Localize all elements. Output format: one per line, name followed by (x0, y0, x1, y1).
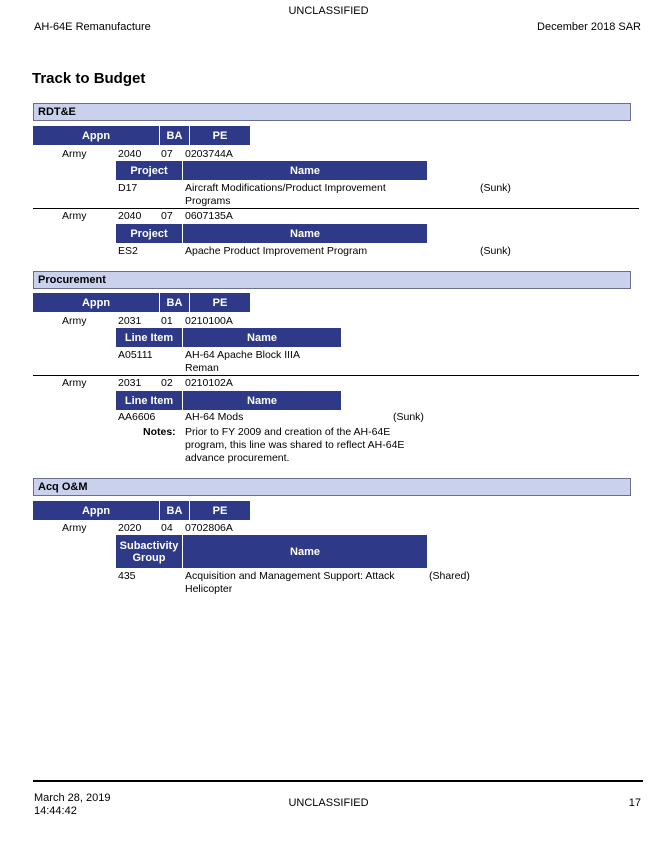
pe-column-header: PE (212, 129, 228, 142)
ba-cell: 02 (161, 377, 173, 389)
pe-cell: 0203744A (185, 148, 233, 160)
pe-cell: 0607135A (185, 210, 233, 222)
row-divider (33, 208, 639, 209)
subactivity-code: 435 (118, 570, 136, 582)
service-cell: Army (62, 522, 87, 534)
appn-cell: 2020 (118, 522, 142, 534)
header-classification: UNCLASSIFIED (288, 5, 369, 17)
appn-cell: 2031 (118, 377, 142, 389)
ba-column-header: BA (166, 129, 183, 142)
name-column-header: Name (290, 227, 320, 240)
subactivity-header-bar (116, 535, 427, 568)
ba-cell: 07 (161, 210, 173, 222)
appn-header-bar (33, 501, 250, 520)
ba-cell: 01 (161, 315, 173, 327)
status-label: (Sunk) (480, 182, 511, 194)
name-column-header: Name (247, 331, 277, 344)
line-item-name: AH-64 Apache Block IIIA Reman (185, 349, 300, 374)
appn-column-header: Appn (81, 504, 111, 517)
project-header-bar (116, 224, 427, 243)
notes-label: Notes: (143, 426, 176, 438)
project-code: ES2 (118, 245, 138, 257)
status-label: (Sunk) (393, 411, 424, 423)
appn-column-header: Appn (81, 129, 111, 142)
service-cell: Army (62, 315, 87, 327)
status-label: (Sunk) (480, 245, 511, 257)
header-report: December 2018 SAR (537, 21, 641, 33)
line-item-code: AA6606 (118, 411, 156, 423)
appn-cell: 2040 (118, 148, 142, 160)
header-program: AH-64E Remanufacture (34, 21, 151, 33)
row-divider (33, 375, 639, 376)
project-code: D17 (118, 182, 138, 194)
section-header-rdte: RDT&E (33, 103, 631, 121)
section-header-acq-om: Acq O&M (33, 478, 631, 496)
appn-column-header: Appn (81, 296, 111, 309)
line-item-column-header: Line Item (124, 331, 174, 344)
service-cell: Army (62, 377, 87, 389)
status-label: (Shared) (429, 570, 470, 582)
ba-column-header: BA (166, 296, 183, 309)
section-header-procurement: Procurement (33, 271, 631, 289)
name-column-header: Name (247, 394, 277, 407)
line-item-name: AH-64 Mods (185, 411, 244, 423)
project-column-header: Project (130, 227, 168, 240)
pe-column-header: PE (212, 504, 228, 517)
line-item-column-header: Line Item (124, 394, 174, 407)
pe-cell: 0210100A (185, 315, 233, 327)
footer-time: 14:44:42 (34, 805, 77, 817)
notes-text: Prior to FY 2009 and creation of the AH-64E program, this line was shared to reflect AH-64E advance procurement. (185, 426, 405, 464)
ba-cell: 04 (161, 522, 173, 534)
appn-header-bar (33, 126, 250, 145)
project-header-bar (116, 161, 427, 180)
subactivity-group-column-header: Subactivity Group (119, 539, 179, 564)
footer-date: March 28, 2019 (34, 792, 111, 804)
pe-cell: 0210102A (185, 377, 233, 389)
appn-header-bar (33, 293, 250, 312)
service-cell: Army (62, 148, 87, 160)
project-column-header: Project (130, 164, 168, 177)
ba-cell: 07 (161, 148, 173, 160)
footer-classification: UNCLASSIFIED (288, 797, 369, 809)
subactivity-name: Acquisition and Management Support: Attack Helicopter (185, 570, 395, 595)
name-column-header: Name (290, 545, 320, 558)
line-item-header-bar (116, 328, 341, 347)
project-name: Apache Product Improvement Program (185, 245, 368, 257)
pe-column-header: PE (212, 296, 228, 309)
line-item-code: A05111 (118, 349, 153, 361)
line-item-header-bar (116, 391, 341, 410)
ba-column-header: BA (166, 504, 183, 517)
pe-cell: 0702806A (185, 522, 233, 534)
appn-cell: 2040 (118, 210, 142, 222)
page-title: Track to Budget (32, 70, 146, 87)
footer-rule (33, 780, 643, 782)
service-cell: Army (62, 210, 87, 222)
footer-page-number: 17 (628, 797, 641, 809)
name-column-header: Name (290, 164, 320, 177)
appn-cell: 2031 (118, 315, 142, 327)
project-name: Aircraft Modifications/Product Improvement Programs (185, 182, 386, 207)
